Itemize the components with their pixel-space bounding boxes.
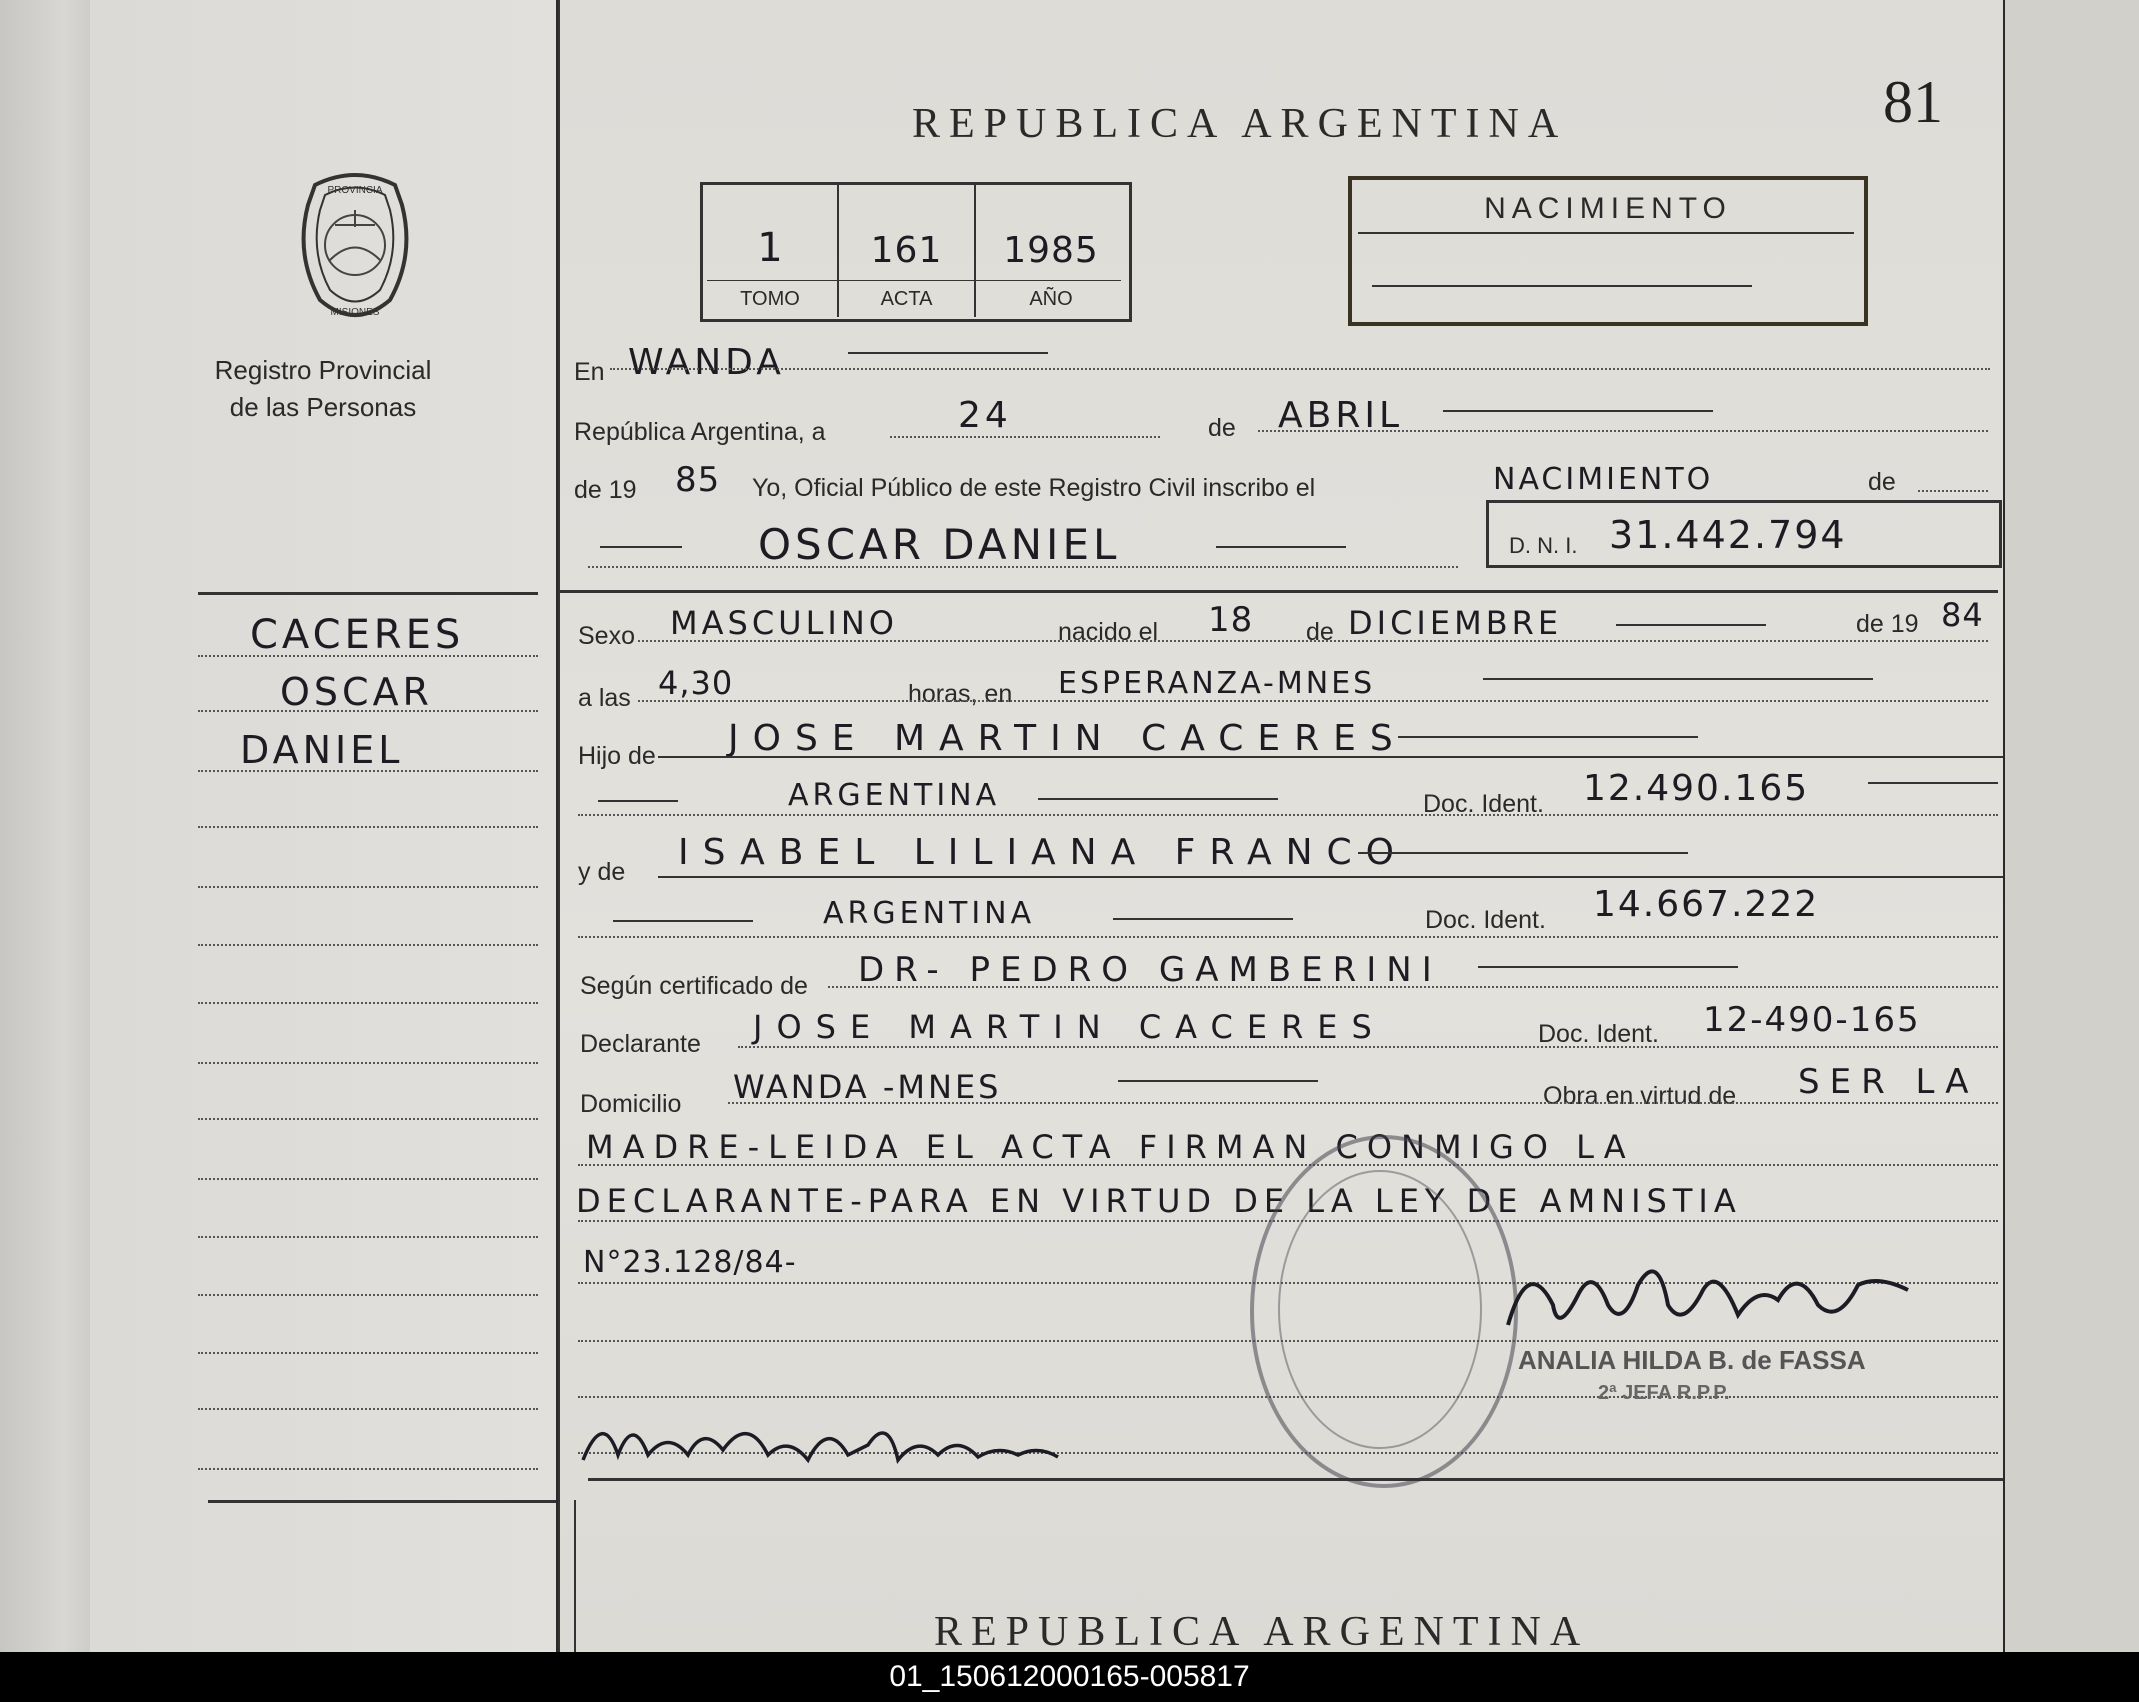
country-title: REPUBLICA ARGENTINA [912,101,1568,147]
place-value: WANDA [628,342,785,383]
notes-line-1: MADRE-LEIDA EL ACTA FIRMAN CONMIGO LA [586,1128,1635,1166]
father-doc: 12.490.165 [1583,768,1810,809]
certificate-body: REPUBLICA ARGENTINA 81 1 161 1985 TOMO ACTA AÑO NACIMIENTO En WANDA República Argentina, a 24 de ABRIL de 19 85 Yo, Oficial Público de este Registro Civil inscribo el NACIMIENTO de OSCAR DANIEL D. N. I. 31.442.794 Sexo MASCULINO nacido el 18 de DICIEMBRE de 19 84 a las 4,30 horas, en ESPERANZA-MNES Hijo de JOSE MARTIN CACERES ARGENTINA Doc. Ident. 12.490.165 y de ISABEL LILIANA FRANCO ARGENTINA Doc. Ident. 14.667.222 Según certificado de DR- PEDRO GAMBERINI Declarante JOSE MARTIN CACERES Doc. Ident. 12-490-165 Domicilio WANDA -MNES Obra en virtud de SER LA MADRE-LEIDA EL ACTA FIRMAN CONMIGO LA DECLARANTE-PARA EN VIRTUD DE LA LEY DE AMNISTIA N°23.128/84- ANALIA HILDA B. de FASSA 2ª JEFA R.P.P. REPUBLICA ARGENTINA [558,0,2003,1652]
image-caption: 01_150612000165-005817 [0,1652,2139,1702]
anio-label: AÑO [1029,288,1073,310]
acta-label: ACTA [880,288,933,310]
record-type-box [1348,176,1868,326]
left-margin [90,0,558,1652]
provincial-seal-icon [290,165,420,330]
next-record-title: REPUBLICA ARGENTINA [934,1609,1590,1652]
year-suffix: 85 [675,460,721,500]
tomo-value: 1 [757,225,783,271]
reference-box [700,182,1132,322]
birth-day: 18 [1208,600,1254,640]
official-signature-icon [1498,1245,1928,1355]
record-type: NACIMIENTO [1484,192,1732,225]
doctor-name: DR- PEDRO GAMBERINI [858,950,1442,990]
official-title: 2ª JEFA R.P.P. [1598,1382,1730,1404]
anio-value: 1985 [1003,230,1099,271]
birth-year-suffix: 84 [1941,596,1984,634]
birth-month: DICIEMBRE [1348,604,1563,642]
obra-value: SER LA [1798,1062,1979,1102]
domicilio-value: WANDA -MNES [733,1068,1002,1106]
dni-box: D. N. I. 31.442.794 [1486,500,2002,568]
acta-value: 161 [870,230,943,271]
father-name: JOSE MARTIN CACERES [728,718,1407,759]
declarante-doc: 12-490-165 [1703,1000,1921,1040]
father-nationality: ARGENTINA [788,778,1001,813]
notes-line-2: DECLARANTE-PARA EN VIRTUD DE LA LEY DE AMNISTIA [576,1182,1742,1220]
day-value: 24 [958,395,1012,436]
birth-place: ESPERANZA-MNES [1058,666,1376,701]
margin-surname: CACERES [250,612,465,658]
declarante-name: JOSE MARTIN CACERES [753,1008,1386,1046]
margin-middle-name: DANIEL [240,728,404,772]
svg-text:MISIONES: MISIONES [330,307,380,318]
month-value: ABRIL [1278,395,1404,436]
section-rule [558,590,1998,593]
mother-doc: 14.667.222 [1593,884,1820,925]
sex-value: MASCULINO [670,604,898,642]
margin-rule [198,592,538,595]
mother-nationality: ARGENTINA [823,896,1036,931]
next-page-edge [2003,0,2139,1652]
dni-value: 31.442.794 [1609,513,1847,557]
mother-name: ISABEL LILIANA FRANCO [678,832,1408,873]
notes-line-3: N°23.128/84- [583,1245,797,1280]
issuer-line-2: de las Personas [229,392,417,422]
issuer-line-1: Registro Provincial [214,355,432,385]
birth-hour: 4,30 [658,664,734,702]
previous-page-edge [0,0,90,1652]
declarant-signature-icon [578,1405,1098,1475]
inscription-type: NACIMIENTO [1493,462,1714,497]
official-name: ANALIA HILDA B. de FASSA [1518,1345,1866,1375]
tomo-label: TOMO [740,288,800,310]
child-name: OSCAR DANIEL [758,520,1121,569]
svg-text:PROVINCIA: PROVINCIA [327,185,383,196]
page-number: 81 [1883,69,1943,135]
margin-first-name: OSCAR [280,670,433,714]
